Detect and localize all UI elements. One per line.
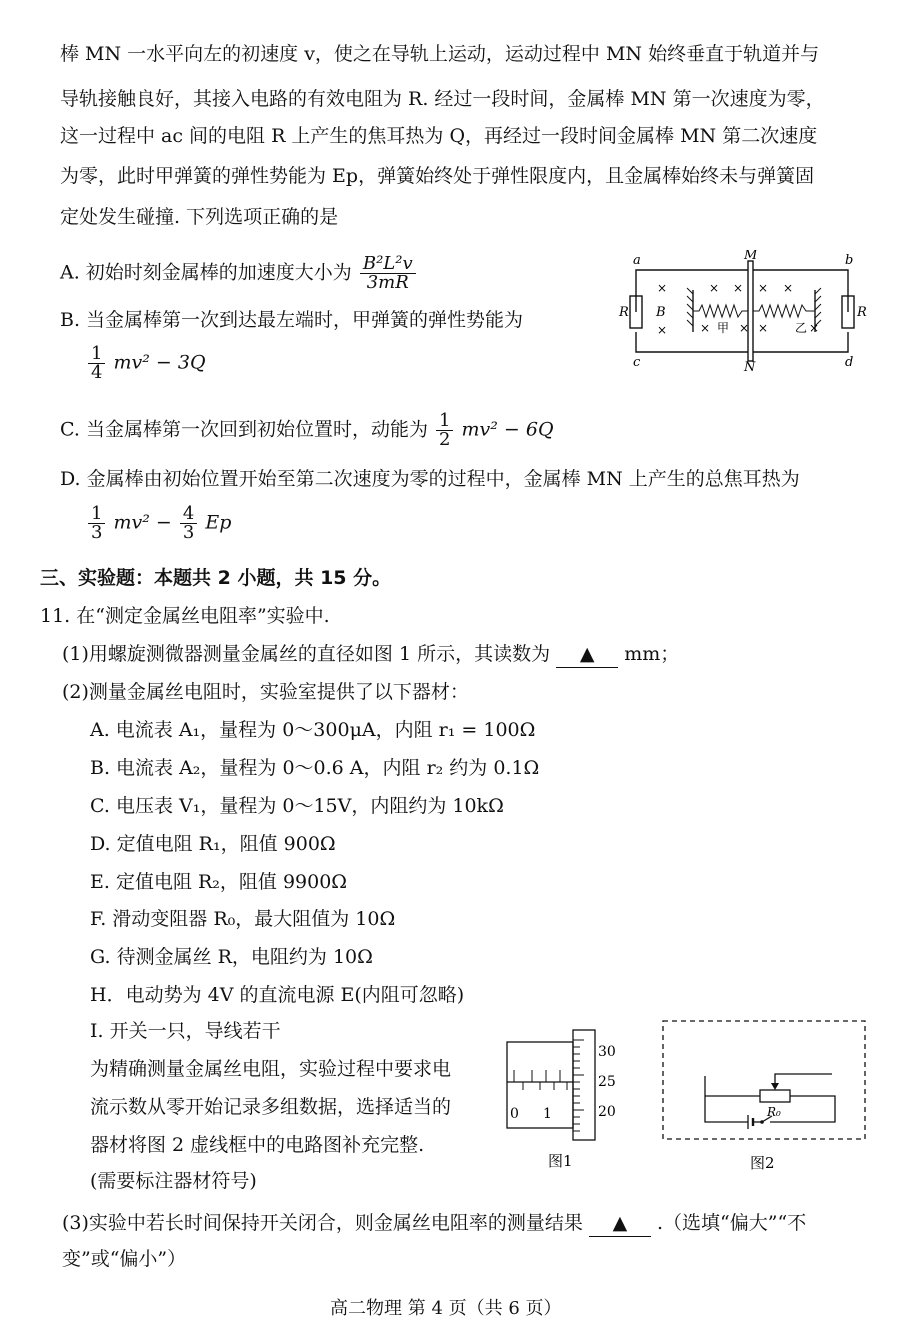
answer-blank-2[interactable]: ▲ bbox=[589, 1210, 651, 1237]
option-c: C. 当金属棒第一次回到初始位置时，动能为 $\frac{1}{2}$ mv² − 6Q bbox=[60, 410, 554, 450]
svg-text:×: × bbox=[758, 281, 769, 295]
label-n: N bbox=[744, 360, 756, 375]
stem-line-3: 这一过程中 ac 间的电阻 R 上产生的焦耳热为 Q，再经过一段时间金属棒 MN 第二次速度 bbox=[60, 125, 818, 147]
option-a-text: A. 初始时刻金属棒的加速度大小为 bbox=[60, 261, 352, 284]
figure-1-caption: 图1 bbox=[548, 1152, 573, 1170]
equipment-item: F. 滑动变阻器 R₀，最大阻值为 10Ω bbox=[90, 908, 396, 930]
label-spring-jia: 甲 bbox=[717, 321, 730, 335]
label-spring-yi: 乙 bbox=[795, 321, 808, 335]
q11-part3: (3)实验中若长时间保持开关闭合，则金属丝电阻率的测量结果 ▲ .（选填“偏大”“不 bbox=[62, 1210, 806, 1237]
option-b-text: B. 当金属棒第一次到达最左端时，甲弹簧的弹性势能为 bbox=[60, 309, 524, 331]
option-d-expr: $\frac{1}{3}$ mv² − $\frac{4}{3}$ Ep bbox=[86, 505, 231, 542]
label-c: c bbox=[633, 355, 641, 370]
instruction-line: 为精确测量金属丝电阻，实验过程中要求电 bbox=[90, 1058, 452, 1080]
svg-text:×: × bbox=[758, 321, 769, 335]
svg-text:×: × bbox=[657, 323, 668, 337]
sleeve-label-1: 1 bbox=[543, 1106, 552, 1122]
q11-title: 11. 在“测定金属丝电阻率”实验中. bbox=[40, 605, 330, 627]
stem-line-1: 棒 MN 一水平向左的初速度 v，使之在导轨上运动，运动过程中 MN 始终垂直于轨道并与 bbox=[60, 43, 820, 65]
equipment-item: C. 电压表 V₁，量程为 0～15V，内阻约为 10kΩ bbox=[90, 795, 504, 817]
svg-text:×: × bbox=[709, 281, 720, 295]
svg-text:×: × bbox=[657, 281, 668, 295]
option-d-text: D. 金属棒由初始位置开始至第二次速度为零的过程中，金属棒 MN 上产生的总焦耳热为 bbox=[60, 468, 800, 490]
stem-line-2: 导轨接触良好，其接入电路的有效电阻为 R. 经过一段时间，金属棒 MN 第一次速度为零， bbox=[60, 88, 825, 110]
stem-line-5: 定处发生碰撞. 下列选项正确的是 bbox=[60, 206, 339, 228]
svg-text:×: × bbox=[739, 321, 750, 335]
instruction-line: 器材将图 2 虚线框中的电路图补充完整. bbox=[90, 1134, 425, 1156]
instruction-line: 流示数从零开始记录多组数据，选择适当的 bbox=[90, 1096, 452, 1118]
thimble-label-20: 20 bbox=[598, 1104, 616, 1120]
micrometer-figure bbox=[500, 1028, 635, 1178]
instruction-line: (需要标注器材符号) bbox=[90, 1170, 257, 1192]
page-footer: 高二物理 第 4 页（共 6 页） bbox=[330, 1298, 562, 1319]
svg-text:×: × bbox=[700, 321, 711, 335]
stem-line-4: 为零，此时甲弹簧的弹性势能为 Ep，弹簧始终处于弹性限度内，且金属棒始终未与弹簧固 bbox=[60, 165, 815, 187]
q11-part1: (1)用螺旋测微器测量金属丝的直径如图 1 所示，其读数为 ▲ mm； bbox=[62, 641, 679, 668]
option-a-fraction: $\frac{\text{B²L²v}}{3mR}$ bbox=[360, 255, 416, 292]
thimble-label-25: 25 bbox=[598, 1074, 616, 1090]
svg-text:×: × bbox=[733, 281, 744, 295]
label-r-left: R bbox=[619, 305, 629, 320]
thimble-label-30: 30 bbox=[598, 1044, 616, 1060]
svg-text:×: × bbox=[809, 321, 820, 335]
option-a bbox=[60, 255, 418, 292]
label-a: a bbox=[633, 253, 641, 268]
option-b-expr: $\frac{1}{4}$ mv² − 3Q bbox=[86, 345, 206, 382]
q11-part3-line2: 变”或“偏小”） bbox=[62, 1248, 187, 1270]
label-d: d bbox=[845, 355, 854, 370]
section-heading: 三、实验题：本题共 2 小题，共 15 分。 bbox=[40, 567, 392, 589]
rail-circuit-diagram bbox=[615, 250, 875, 375]
label-r0: R₀ bbox=[767, 1105, 781, 1119]
label-b-field: B bbox=[656, 305, 666, 320]
label-m: M bbox=[744, 250, 758, 263]
figure-2-caption: 图2 bbox=[750, 1154, 775, 1172]
label-b: b bbox=[845, 253, 854, 268]
svg-text:×: × bbox=[783, 281, 794, 295]
equipment-item: H．电动势为 4V 的直流电源 E(内阻可忽略) bbox=[90, 984, 465, 1006]
equipment-item: E. 定值电阻 R₂，阻值 9900Ω bbox=[90, 871, 348, 893]
equipment-item: D. 定值电阻 R₁，阻值 900Ω bbox=[90, 833, 336, 855]
label-r-right: R bbox=[857, 305, 867, 320]
answer-blank-1[interactable]: ▲ bbox=[556, 641, 618, 668]
equipment-item: I. 开关一只，导线若干 bbox=[90, 1020, 281, 1042]
equipment-item: A. 电流表 A₁，量程为 0～300μA，内阻 r₁ = 100Ω bbox=[90, 719, 536, 741]
circuit-figure-2 bbox=[660, 1018, 870, 1178]
equipment-item: G. 待测金属丝 R，电阻约为 10Ω bbox=[90, 946, 373, 968]
q11-part2: (2)测量金属丝电阻时，实验室提供了以下器材： bbox=[62, 681, 469, 703]
equipment-item: B. 电流表 A₂，量程为 0～0.6 A，内阻 r₂ 约为 0.1Ω bbox=[90, 757, 540, 779]
sleeve-label-0: 0 bbox=[510, 1106, 519, 1122]
